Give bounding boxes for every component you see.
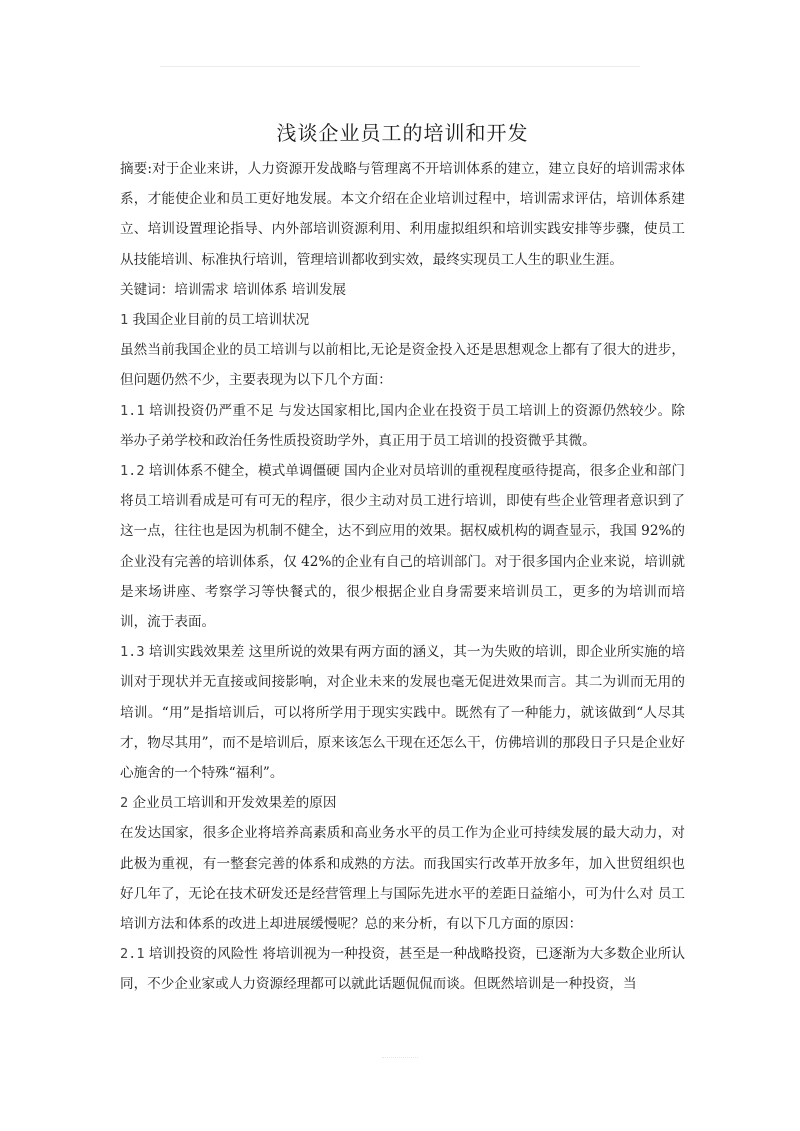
subsection-paragraph bbox=[120, 939, 685, 999]
section-number: 1 bbox=[120, 312, 129, 329]
header-rule bbox=[160, 66, 640, 67]
subsection-text: 培训体系不健全，模式单调僵硬 国内企业对员培训的重视程度亟待提高，很多企业和部门将员工培训看成是可有可无的程序，很少主动对员工进行培训，即使有些企业管理者意识到了这一点，往往也是因为机制不健全，达不到应用的效果。据权威机构的调查显示，我国 92%的企业没有完善的培训体系，仅 42%的企业有自己的培训部门。对于很多国内企业来说，培训就是来场讲座、考察学习等快餐式的，很少根据企业自身需要来培训员工，更多的为培训而培训，流于表面。 bbox=[120, 463, 685, 631]
subsection-number: 2.1 bbox=[120, 946, 145, 963]
body-paragraph: 虽然当前我国企业的员工培训与以前相比,无论是资金投入还是思想观念上都有了很大的进步，但问题仍然不少，主要表现为以下几个方面： bbox=[120, 342, 685, 389]
document-title: 浅谈企业员工的培训和开发 bbox=[276, 121, 529, 145]
section-heading-text: 我国企业目前的员工培训状况 bbox=[128, 312, 310, 329]
section-heading bbox=[120, 788, 685, 818]
abstract-paragraph: 摘要:对于企业来讲，人力资源开发战略与管理离不开培训体系的建立，建立良好的培训需求体系，才能使企业和员工更好地发展。本文介绍在企业培训过程中，培训需求评估，培训体系建立、培训设置理论指导、内外部培训资源利用、利用虚拟组织和培训实践安排等步骤，使员工从技能培训、标准执行培训，管理培训都收到实效，最终实现员工人生的职业生涯。 bbox=[120, 161, 685, 268]
section-heading bbox=[120, 305, 685, 335]
subsection-paragraph bbox=[120, 456, 685, 637]
subsection-text: 培训实践效果差 这里所说的效果有两方面的涵义，其一为失败的培训，即企业所实施的培训对于现状并无直接或间接影响，对企业未来的发展也毫无促进效果而言。其二为训而无用的培训。“用”是指培训后，可以将所学用于现实实践中。既然有了一种能力，就该做到“人尽其才，物尽其用”，而不是培训后，原来该怎么干现在还怎么干，仿佛培训的那段日子只是企业好心施舍的一个特殊“福利”。 bbox=[120, 644, 685, 782]
body-paragraph: 在发达国家，很多企业将培养高素质和高业务水平的员工作为企业可持续发展的最大动力，对此极为重视，有一整套完善的体系和成熟的方法。而我国实行改革开放多年，加入世贸组织也好几年了，无论在技术研发还是经营管理上与国际先进水平的差距日益缩小，可为什么对 员工培训方法和体系的改进上却进展缓慢呢？总的来分析，有以下几方面的原因： bbox=[120, 825, 685, 933]
keywords-paragraph: 关键词：培训需求 培训体系 培训发展 bbox=[120, 281, 347, 298]
footer-mark bbox=[382, 1057, 418, 1058]
subsection-number: 1.3 bbox=[120, 644, 145, 661]
subsection-paragraph bbox=[120, 396, 685, 456]
subsection-text: 培训投资仍严重不足 与发达国家相比,国内企业在投资于员工培训上的资源仍然较少。除举办子弟学校和政治任务性质投资助学外，真正用于员工培训的投资微乎其微。 bbox=[120, 402, 685, 449]
section-number: 2 bbox=[120, 795, 129, 812]
section-heading-text: 企业员工培训和开发效果差的原因 bbox=[128, 795, 337, 812]
subsection-number: 1.2 bbox=[120, 463, 145, 480]
subsection-paragraph bbox=[120, 637, 685, 788]
document-body bbox=[120, 154, 685, 1000]
subsection-number: 1.1 bbox=[120, 402, 145, 419]
subsection-text: 培训投资的风险性 将培训视为一种投资，甚至是一种战略投资，已逐渐为大多数企业所认同，不少企业家或人力资源经理都可以就此话题侃侃而谈。但既然培训是一种投资，当 bbox=[120, 946, 685, 993]
document-page bbox=[120, 118, 685, 1000]
